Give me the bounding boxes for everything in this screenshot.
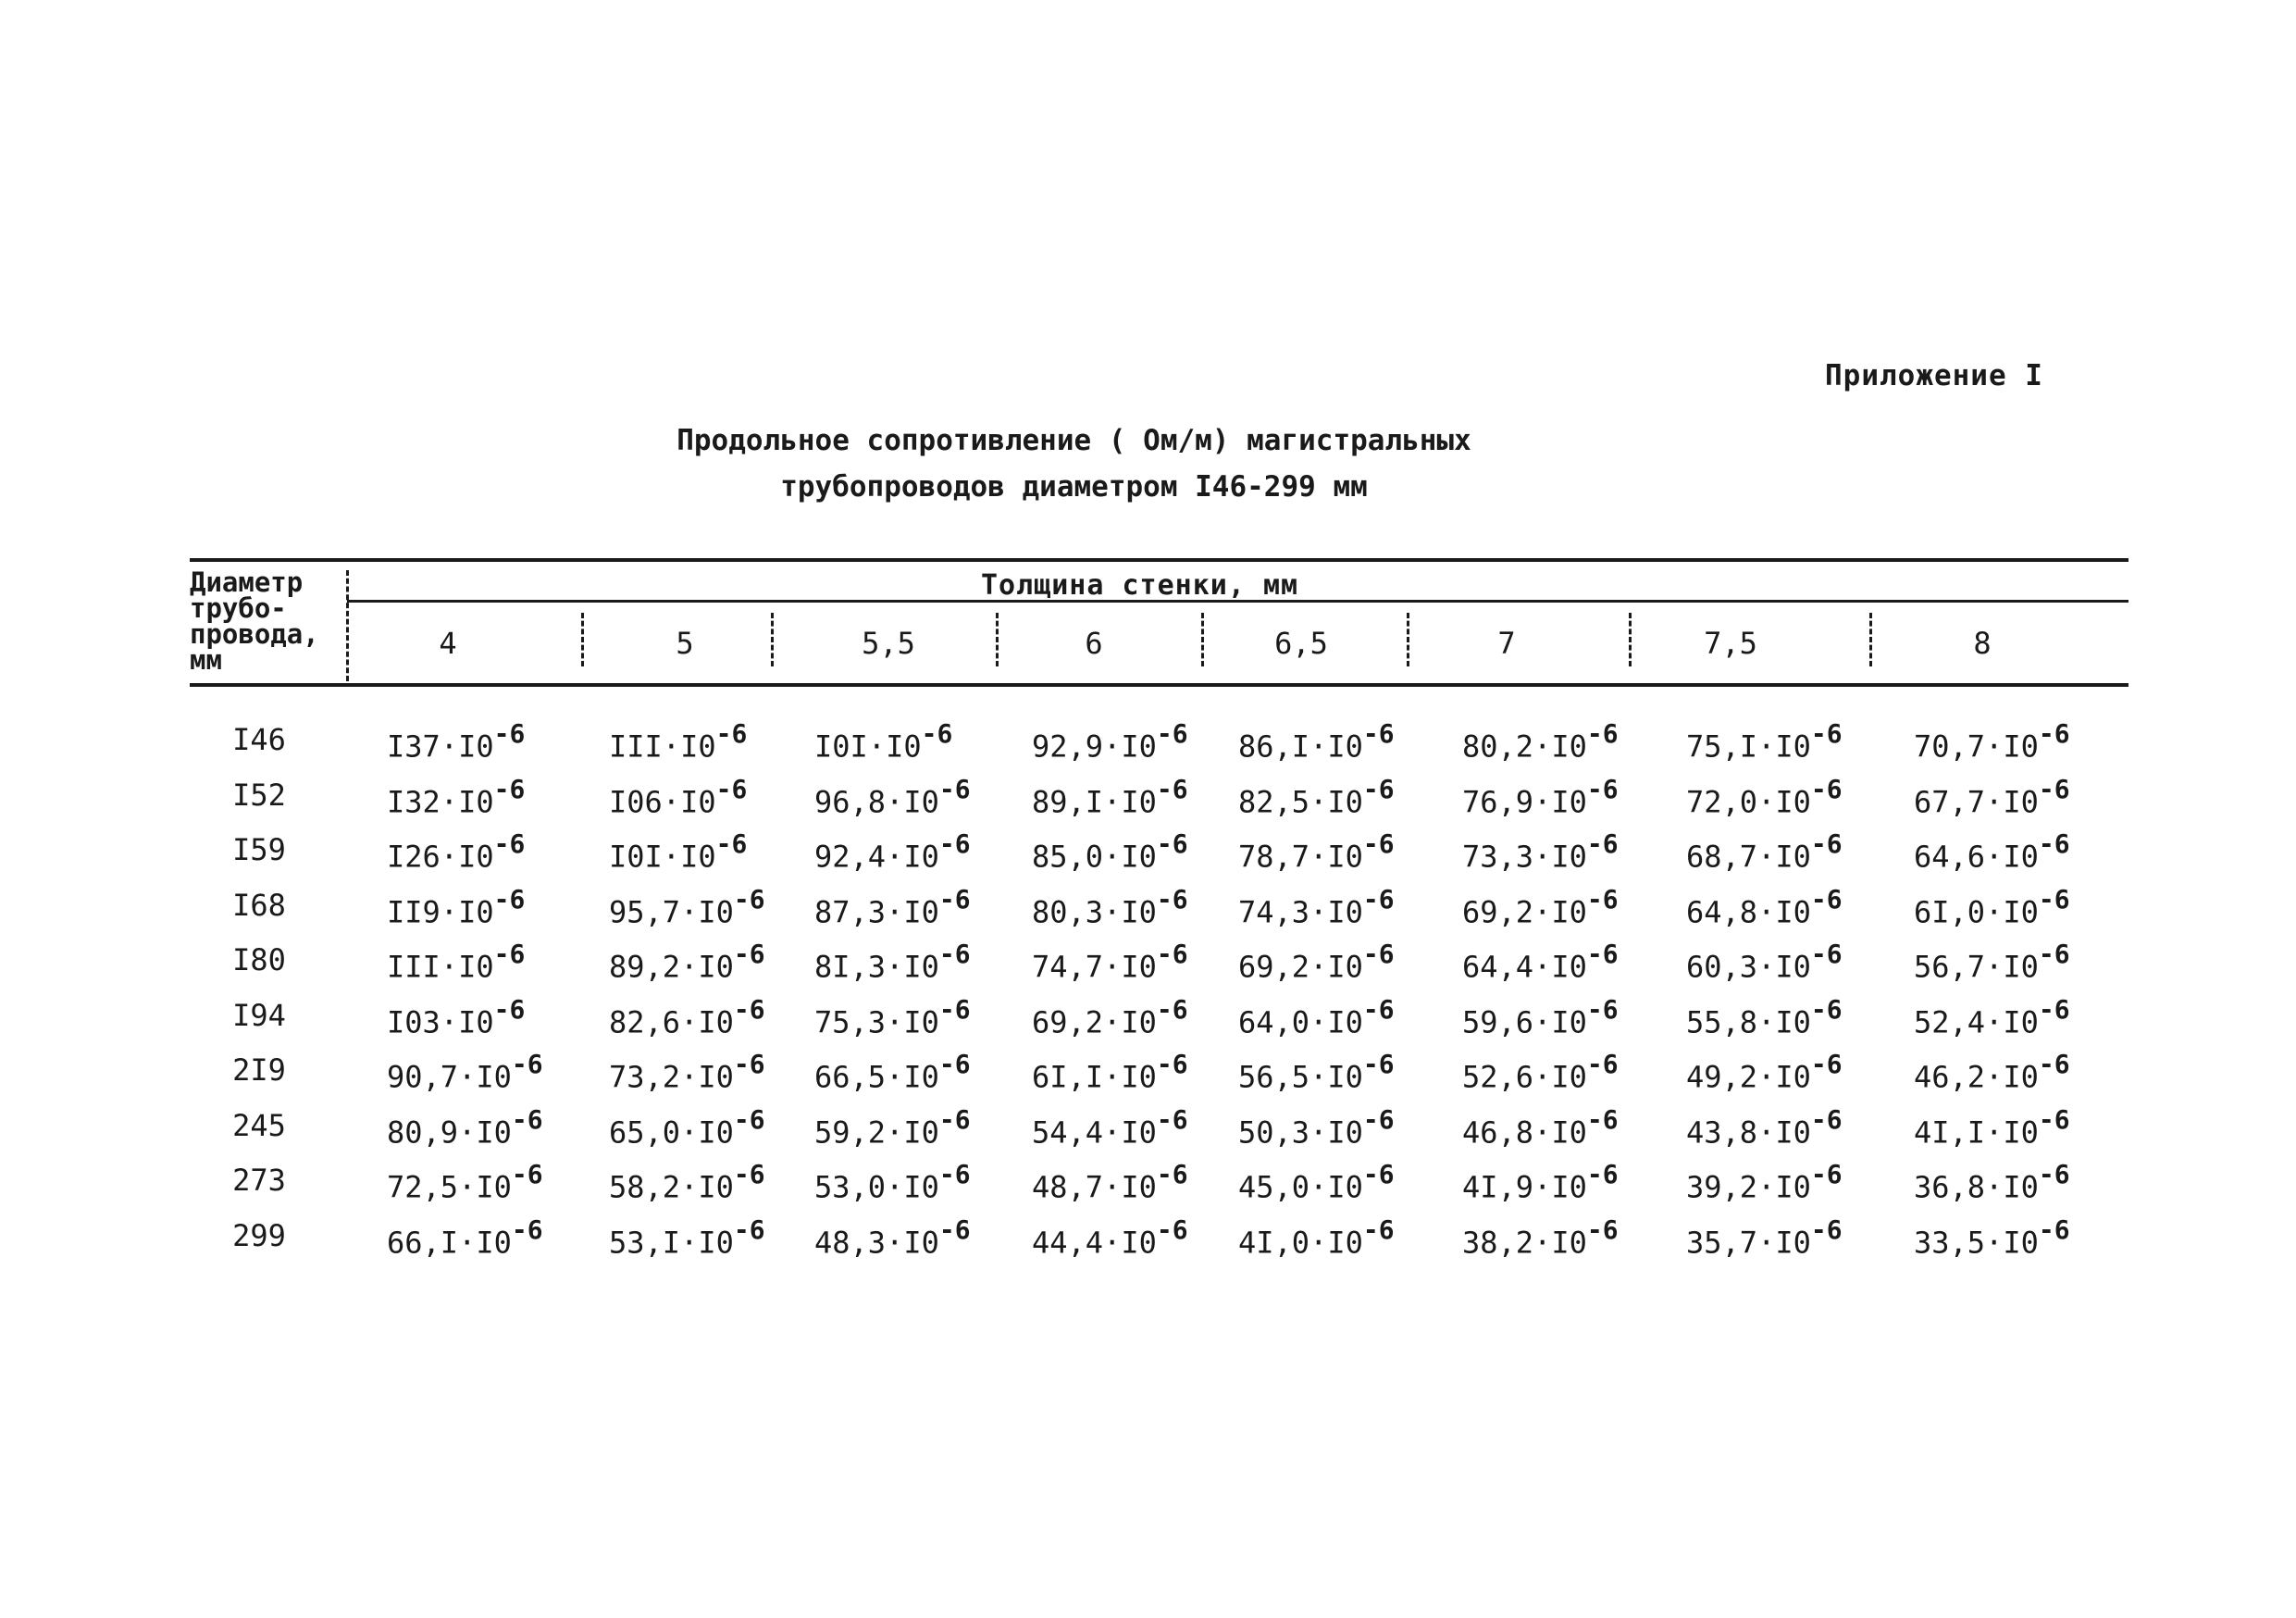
- resistance-exponent: -6: [1810, 1214, 1843, 1245]
- resistance-exponent: -6: [1810, 883, 1843, 915]
- resistance-exponent: -6: [938, 1103, 971, 1135]
- row-diameter: 2I9: [232, 1052, 286, 1088]
- resistance-cell: [1686, 773, 1843, 820]
- top-rule: [190, 558, 2128, 562]
- resistance-value: 46,8·I0: [1462, 1114, 1587, 1151]
- resistance-cell: [1914, 993, 2070, 1040]
- column-header: 6: [1085, 626, 1103, 661]
- resistance-value: 68,7·I0: [1686, 839, 1811, 875]
- resistance-exponent: -6: [1810, 1159, 1843, 1189]
- resistance-value: I03·I0: [387, 1004, 494, 1040]
- resistance-exponent: -6: [1362, 939, 1395, 969]
- column-separator: [1629, 613, 1632, 666]
- resistance-exponent: -6: [1586, 718, 1619, 749]
- resistance-exponent: -6: [1810, 828, 1843, 859]
- resistance-exponent: -6: [733, 939, 765, 969]
- resistance-exponent: -6: [1586, 1103, 1619, 1135]
- diameter-column-separator: [346, 570, 349, 681]
- resistance-cell: [609, 1103, 765, 1151]
- resistance-exponent: -6: [1362, 773, 1395, 804]
- resistance-exponent: -6: [733, 1159, 765, 1189]
- resistance-cell: [1032, 939, 1188, 985]
- resistance-exponent: -6: [1362, 828, 1395, 859]
- resistance-cell: [814, 828, 971, 875]
- column-header: 6,5: [1274, 626, 1328, 661]
- resistance-value: 49,2·I0: [1686, 1059, 1811, 1095]
- resistance-value: 92,4·I0: [814, 839, 939, 875]
- resistance-cell: [1914, 1214, 2070, 1261]
- resistance-value: 45,0·I0: [1238, 1169, 1363, 1205]
- resistance-exponent: -6: [938, 883, 971, 915]
- resistance-value: 4I,9·I0: [1462, 1169, 1587, 1205]
- resistance-cell: [1032, 718, 1188, 765]
- resistance-value: 74,3·I0: [1238, 894, 1363, 930]
- resistance-cell: [1462, 883, 1619, 930]
- resistance-value: 75,3·I0: [814, 1004, 939, 1040]
- resistance-exponent: -6: [1156, 993, 1188, 1025]
- diameter-header: [190, 566, 319, 676]
- resistance-value: 50,3·I0: [1238, 1114, 1363, 1151]
- resistance-exponent: -6: [511, 1049, 543, 1079]
- resistance-cell: [609, 773, 748, 820]
- row-diameter: I94: [232, 997, 286, 1033]
- resistance-cell: [814, 1159, 971, 1205]
- resistance-cell: [387, 939, 526, 985]
- resistance-cell: [1032, 828, 1188, 875]
- resistance-cell: [1686, 993, 1843, 1040]
- resistance-exponent: -6: [938, 939, 971, 969]
- resistance-exponent: -6: [733, 1103, 765, 1135]
- resistance-cell: [1238, 773, 1395, 820]
- column-separator: [996, 613, 999, 666]
- resistance-value: I32·I0: [387, 784, 494, 820]
- resistance-value: 82,5·I0: [1238, 784, 1363, 820]
- resistance-value: 66,5·I0: [814, 1059, 939, 1095]
- resistance-exponent: -6: [493, 939, 526, 969]
- resistance-exponent: -6: [733, 993, 765, 1025]
- resistance-value: 44,4·I0: [1032, 1225, 1157, 1261]
- resistance-exponent: -6: [1586, 1049, 1619, 1079]
- table-title-line2: трубопроводов диаметром I46-299 мм: [780, 470, 1368, 504]
- resistance-cell: [1914, 773, 2070, 820]
- resistance-value: 72,0·I0: [1686, 784, 1811, 820]
- resistance-cell: [1462, 1049, 1619, 1095]
- resistance-cell: [1914, 1159, 2070, 1205]
- row-diameter: I59: [232, 832, 286, 867]
- resistance-exponent: -6: [1156, 718, 1188, 749]
- resistance-value: 46,2·I0: [1914, 1059, 2039, 1095]
- column-separator: [1201, 613, 1204, 666]
- resistance-cell: [1238, 883, 1395, 930]
- resistance-value: 6I,0·I0: [1914, 894, 2039, 930]
- resistance-cell: [1462, 828, 1619, 875]
- resistance-exponent: -6: [2038, 939, 2070, 969]
- column-header: 5,5: [862, 626, 915, 661]
- resistance-value: 48,7·I0: [1032, 1169, 1157, 1205]
- column-separator: [771, 613, 774, 666]
- resistance-value: 56,5·I0: [1238, 1059, 1363, 1095]
- resistance-value: 73,2·I0: [609, 1059, 734, 1095]
- resistance-value: 64,0·I0: [1238, 1004, 1363, 1040]
- resistance-exponent: -6: [2038, 828, 2070, 859]
- resistance-exponent: -6: [1586, 1214, 1619, 1245]
- resistance-cell: [1462, 773, 1619, 820]
- resistance-cell: [609, 1049, 765, 1095]
- resistance-exponent: -6: [1156, 1214, 1188, 1245]
- resistance-exponent: -6: [715, 828, 748, 859]
- resistance-exponent: -6: [2038, 993, 2070, 1025]
- resistance-exponent: -6: [2038, 773, 2070, 804]
- resistance-exponent: -6: [1156, 1159, 1188, 1189]
- resistance-cell: [1686, 1049, 1843, 1095]
- resistance-cell: [1238, 939, 1395, 985]
- resistance-cell: [1238, 1159, 1395, 1205]
- resistance-cell: [1032, 1049, 1188, 1095]
- resistance-exponent: -6: [1586, 773, 1619, 804]
- resistance-exponent: -6: [1156, 1103, 1188, 1135]
- resistance-value: 53,I·I0: [609, 1225, 734, 1261]
- resistance-exponent: -6: [1586, 828, 1619, 859]
- resistance-value: 55,8·I0: [1686, 1004, 1811, 1040]
- resistance-value: 80,9·I0: [387, 1114, 512, 1151]
- resistance-cell: [609, 828, 748, 875]
- resistance-cell: [1686, 1159, 1843, 1205]
- resistance-cell: [1238, 828, 1395, 875]
- column-header: 7: [1497, 626, 1516, 661]
- resistance-cell: [387, 1049, 543, 1095]
- resistance-value: 64,8·I0: [1686, 894, 1811, 930]
- diameter-header-line: Диаметр: [190, 566, 304, 598]
- resistance-cell: [1462, 1159, 1619, 1205]
- resistance-value: 35,7·I0: [1686, 1225, 1811, 1261]
- resistance-value: 59,2·I0: [814, 1114, 939, 1151]
- resistance-value: III·I0: [387, 949, 494, 985]
- resistance-value: 87,3·I0: [814, 894, 939, 930]
- resistance-cell: [1686, 828, 1843, 875]
- resistance-value: 33,5·I0: [1914, 1225, 2039, 1261]
- resistance-cell: [387, 828, 526, 875]
- resistance-cell: [387, 773, 526, 820]
- resistance-value: 52,6·I0: [1462, 1059, 1587, 1095]
- resistance-cell: [1686, 883, 1843, 930]
- resistance-exponent: -6: [1362, 1159, 1395, 1189]
- resistance-exponent: -6: [493, 828, 526, 859]
- resistance-cell: [1462, 718, 1619, 765]
- resistance-value: 70,7·I0: [1914, 728, 2039, 765]
- resistance-value: 85,0·I0: [1032, 839, 1157, 875]
- resistance-value: 75,I·I0: [1686, 728, 1811, 765]
- resistance-value: 78,7·I0: [1238, 839, 1363, 875]
- resistance-value: 54,4·I0: [1032, 1114, 1157, 1151]
- resistance-exponent: -6: [2038, 1159, 2070, 1189]
- column-separator: [1407, 613, 1409, 666]
- resistance-value: III·I0: [609, 728, 716, 765]
- resistance-value: 74,7·I0: [1032, 949, 1157, 985]
- resistance-cell: [1686, 1103, 1843, 1151]
- diameter-header-line: трубо-: [190, 592, 287, 624]
- resistance-exponent: -6: [2038, 1103, 2070, 1135]
- resistance-value: 56,7·I0: [1914, 949, 2039, 985]
- resistance-cell: [387, 718, 526, 765]
- column-separator: [581, 613, 584, 666]
- resistance-value: 65,0·I0: [609, 1114, 734, 1151]
- resistance-exponent: -6: [2038, 718, 2070, 749]
- resistance-exponent: -6: [2038, 1214, 2070, 1245]
- resistance-value: 6I,I·I0: [1032, 1059, 1157, 1095]
- resistance-cell: [387, 883, 526, 930]
- resistance-value: I37·I0: [387, 728, 494, 765]
- resistance-value: 89,I·I0: [1032, 784, 1157, 820]
- resistance-exponent: -6: [1156, 773, 1188, 804]
- resistance-exponent: -6: [1810, 939, 1843, 969]
- resistance-cell: [1238, 1214, 1395, 1261]
- resistance-cell: [1032, 1214, 1188, 1261]
- resistance-value: 39,2·I0: [1686, 1169, 1811, 1205]
- resistance-value: 66,I·I0: [387, 1225, 512, 1261]
- thickness-header: Толщина стенки, мм: [981, 569, 1299, 602]
- resistance-value: II9·I0: [387, 894, 494, 930]
- resistance-cell: [1462, 993, 1619, 1040]
- resistance-exponent: -6: [938, 1049, 971, 1079]
- resistance-exponent: -6: [715, 773, 748, 804]
- resistance-value: 59,6·I0: [1462, 1004, 1587, 1040]
- row-diameter: I46: [232, 722, 286, 757]
- resistance-cell: [1238, 1049, 1395, 1095]
- resistance-exponent: -6: [733, 1049, 765, 1079]
- resistance-exponent: -6: [493, 718, 526, 749]
- resistance-exponent: -6: [493, 993, 526, 1025]
- resistance-value: 82,6·I0: [609, 1004, 734, 1040]
- header-bottom-rule: [190, 683, 2128, 687]
- resistance-exponent: -6: [1810, 993, 1843, 1025]
- resistance-exponent: -6: [511, 1159, 543, 1189]
- resistance-value: 58,2·I0: [609, 1169, 734, 1205]
- resistance-cell: [1032, 883, 1188, 930]
- resistance-value: 80,3·I0: [1032, 894, 1157, 930]
- resistance-exponent: -6: [493, 883, 526, 915]
- resistance-value: 64,6·I0: [1914, 839, 2039, 875]
- resistance-cell: [814, 1103, 971, 1151]
- resistance-cell: [1032, 1103, 1188, 1151]
- table-title-line1: Продольное сопротивление ( Ом/м) магистральных: [676, 424, 1471, 457]
- resistance-cell: [1462, 1214, 1619, 1261]
- resistance-cell: [609, 883, 765, 930]
- resistance-value: 8I,3·I0: [814, 949, 939, 985]
- column-header: 5: [676, 626, 694, 661]
- row-diameter: 299: [232, 1217, 286, 1253]
- resistance-cell: [1238, 718, 1395, 765]
- resistance-exponent: -6: [1156, 883, 1188, 915]
- resistance-exponent: -6: [1586, 939, 1619, 969]
- resistance-exponent: -6: [1362, 1049, 1395, 1079]
- resistance-exponent: -6: [1586, 1159, 1619, 1189]
- resistance-cell: [609, 939, 765, 985]
- resistance-value: 73,3·I0: [1462, 839, 1587, 875]
- resistance-value: 89,2·I0: [609, 949, 734, 985]
- resistance-cell: [1914, 718, 2070, 765]
- diameter-header-line: провода,: [190, 618, 319, 650]
- row-diameter: I68: [232, 887, 286, 923]
- resistance-cell: [1032, 773, 1188, 820]
- resistance-cell: [814, 1049, 971, 1095]
- resistance-value: 69,2·I0: [1238, 949, 1363, 985]
- resistance-exponent: -6: [2038, 883, 2070, 915]
- resistance-exponent: -6: [1156, 828, 1188, 859]
- resistance-value: 4I,0·I0: [1238, 1225, 1363, 1261]
- resistance-exponent: -6: [938, 993, 971, 1025]
- column-header: 4: [439, 626, 457, 661]
- resistance-cell: [814, 773, 971, 820]
- resistance-exponent: -6: [511, 1103, 543, 1135]
- resistance-cell: [814, 883, 971, 930]
- resistance-cell: [387, 1159, 543, 1205]
- resistance-cell: [609, 1159, 765, 1205]
- resistance-exponent: -6: [1586, 883, 1619, 915]
- resistance-value: 86,I·I0: [1238, 728, 1363, 765]
- resistance-cell: [387, 1103, 543, 1151]
- resistance-value: 69,2·I0: [1032, 1004, 1157, 1040]
- resistance-value: 95,7·I0: [609, 894, 734, 930]
- resistance-cell: [1686, 1214, 1843, 1261]
- resistance-exponent: -6: [2038, 1049, 2070, 1079]
- resistance-value: 67,7·I0: [1914, 784, 2039, 820]
- resistance-value: 92,9·I0: [1032, 728, 1157, 765]
- resistance-exponent: -6: [1362, 883, 1395, 915]
- row-diameter: 245: [232, 1107, 286, 1143]
- resistance-cell: [1032, 1159, 1188, 1205]
- resistance-value: 4I,I·I0: [1914, 1114, 2039, 1151]
- resistance-cell: [814, 1214, 971, 1261]
- resistance-cell: [1914, 883, 2070, 930]
- resistance-value: 38,2·I0: [1462, 1225, 1587, 1261]
- resistance-cell: [387, 993, 526, 1040]
- resistance-exponent: -6: [733, 883, 765, 915]
- resistance-exponent: -6: [733, 1214, 765, 1245]
- resistance-cell: [1462, 939, 1619, 985]
- resistance-exponent: -6: [715, 718, 748, 749]
- resistance-exponent: -6: [938, 1214, 971, 1245]
- resistance-value: 96,8·I0: [814, 784, 939, 820]
- resistance-cell: [814, 718, 953, 765]
- resistance-value: 53,0·I0: [814, 1169, 939, 1205]
- row-diameter: I52: [232, 777, 286, 813]
- resistance-cell: [1238, 1103, 1395, 1151]
- resistance-cell: [609, 1214, 765, 1261]
- resistance-cell: [1914, 1049, 2070, 1095]
- resistance-cell: [814, 993, 971, 1040]
- resistance-exponent: -6: [1810, 1103, 1843, 1135]
- resistance-value: 72,5·I0: [387, 1169, 512, 1205]
- resistance-exponent: -6: [1362, 1103, 1395, 1135]
- resistance-exponent: -6: [1362, 1214, 1395, 1245]
- resistance-value: 64,4·I0: [1462, 949, 1587, 985]
- resistance-value: 43,8·I0: [1686, 1114, 1811, 1151]
- resistance-cell: [387, 1214, 543, 1261]
- resistance-exponent: -6: [938, 773, 971, 804]
- resistance-cell: [609, 993, 765, 1040]
- resistance-cell: [1686, 939, 1843, 985]
- resistance-exponent: -6: [1586, 993, 1619, 1025]
- resistance-exponent: -6: [1362, 993, 1395, 1025]
- resistance-value: 69,2·I0: [1462, 894, 1587, 930]
- column-separator: [1869, 613, 1872, 666]
- resistance-exponent: -6: [1810, 718, 1843, 749]
- resistance-cell: [1686, 718, 1843, 765]
- resistance-exponent: -6: [511, 1214, 543, 1245]
- resistance-value: I0I·I0: [814, 728, 922, 765]
- diameter-header-line: мм: [190, 644, 222, 676]
- column-header: 7,5: [1704, 626, 1757, 661]
- resistance-exponent: -6: [1810, 773, 1843, 804]
- row-diameter: 273: [232, 1163, 286, 1198]
- resistance-exponent: -6: [1362, 718, 1395, 749]
- row-diameter: I80: [232, 942, 286, 977]
- appendix-label: Приложение I: [1825, 359, 2043, 392]
- resistance-value: 80,2·I0: [1462, 728, 1587, 765]
- resistance-value: 90,7·I0: [387, 1059, 512, 1095]
- resistance-value: I0I·I0: [609, 839, 716, 875]
- resistance-exponent: -6: [1156, 939, 1188, 969]
- resistance-exponent: -6: [493, 773, 526, 804]
- resistance-cell: [814, 939, 971, 985]
- resistance-value: 52,4·I0: [1914, 1004, 2039, 1040]
- resistance-cell: [1914, 1103, 2070, 1151]
- column-header: 8: [1973, 626, 1992, 661]
- resistance-cell: [1462, 1103, 1619, 1151]
- resistance-value: 60,3·I0: [1686, 949, 1811, 985]
- resistance-exponent: -6: [1156, 1049, 1188, 1079]
- resistance-value: I26·I0: [387, 839, 494, 875]
- resistance-cell: [1032, 993, 1188, 1040]
- resistance-exponent: -6: [938, 1159, 971, 1189]
- resistance-cell: [1914, 828, 2070, 875]
- resistance-cell: [609, 718, 748, 765]
- resistance-value: 76,9·I0: [1462, 784, 1587, 820]
- resistance-value: I06·I0: [609, 784, 716, 820]
- resistance-value: 36,8·I0: [1914, 1169, 2039, 1205]
- resistance-cell: [1914, 939, 2070, 985]
- resistance-cell: [1238, 993, 1395, 1040]
- resistance-exponent: -6: [921, 718, 953, 749]
- resistance-exponent: -6: [938, 828, 971, 859]
- resistance-value: 48,3·I0: [814, 1225, 939, 1261]
- resistance-exponent: -6: [1810, 1049, 1843, 1079]
